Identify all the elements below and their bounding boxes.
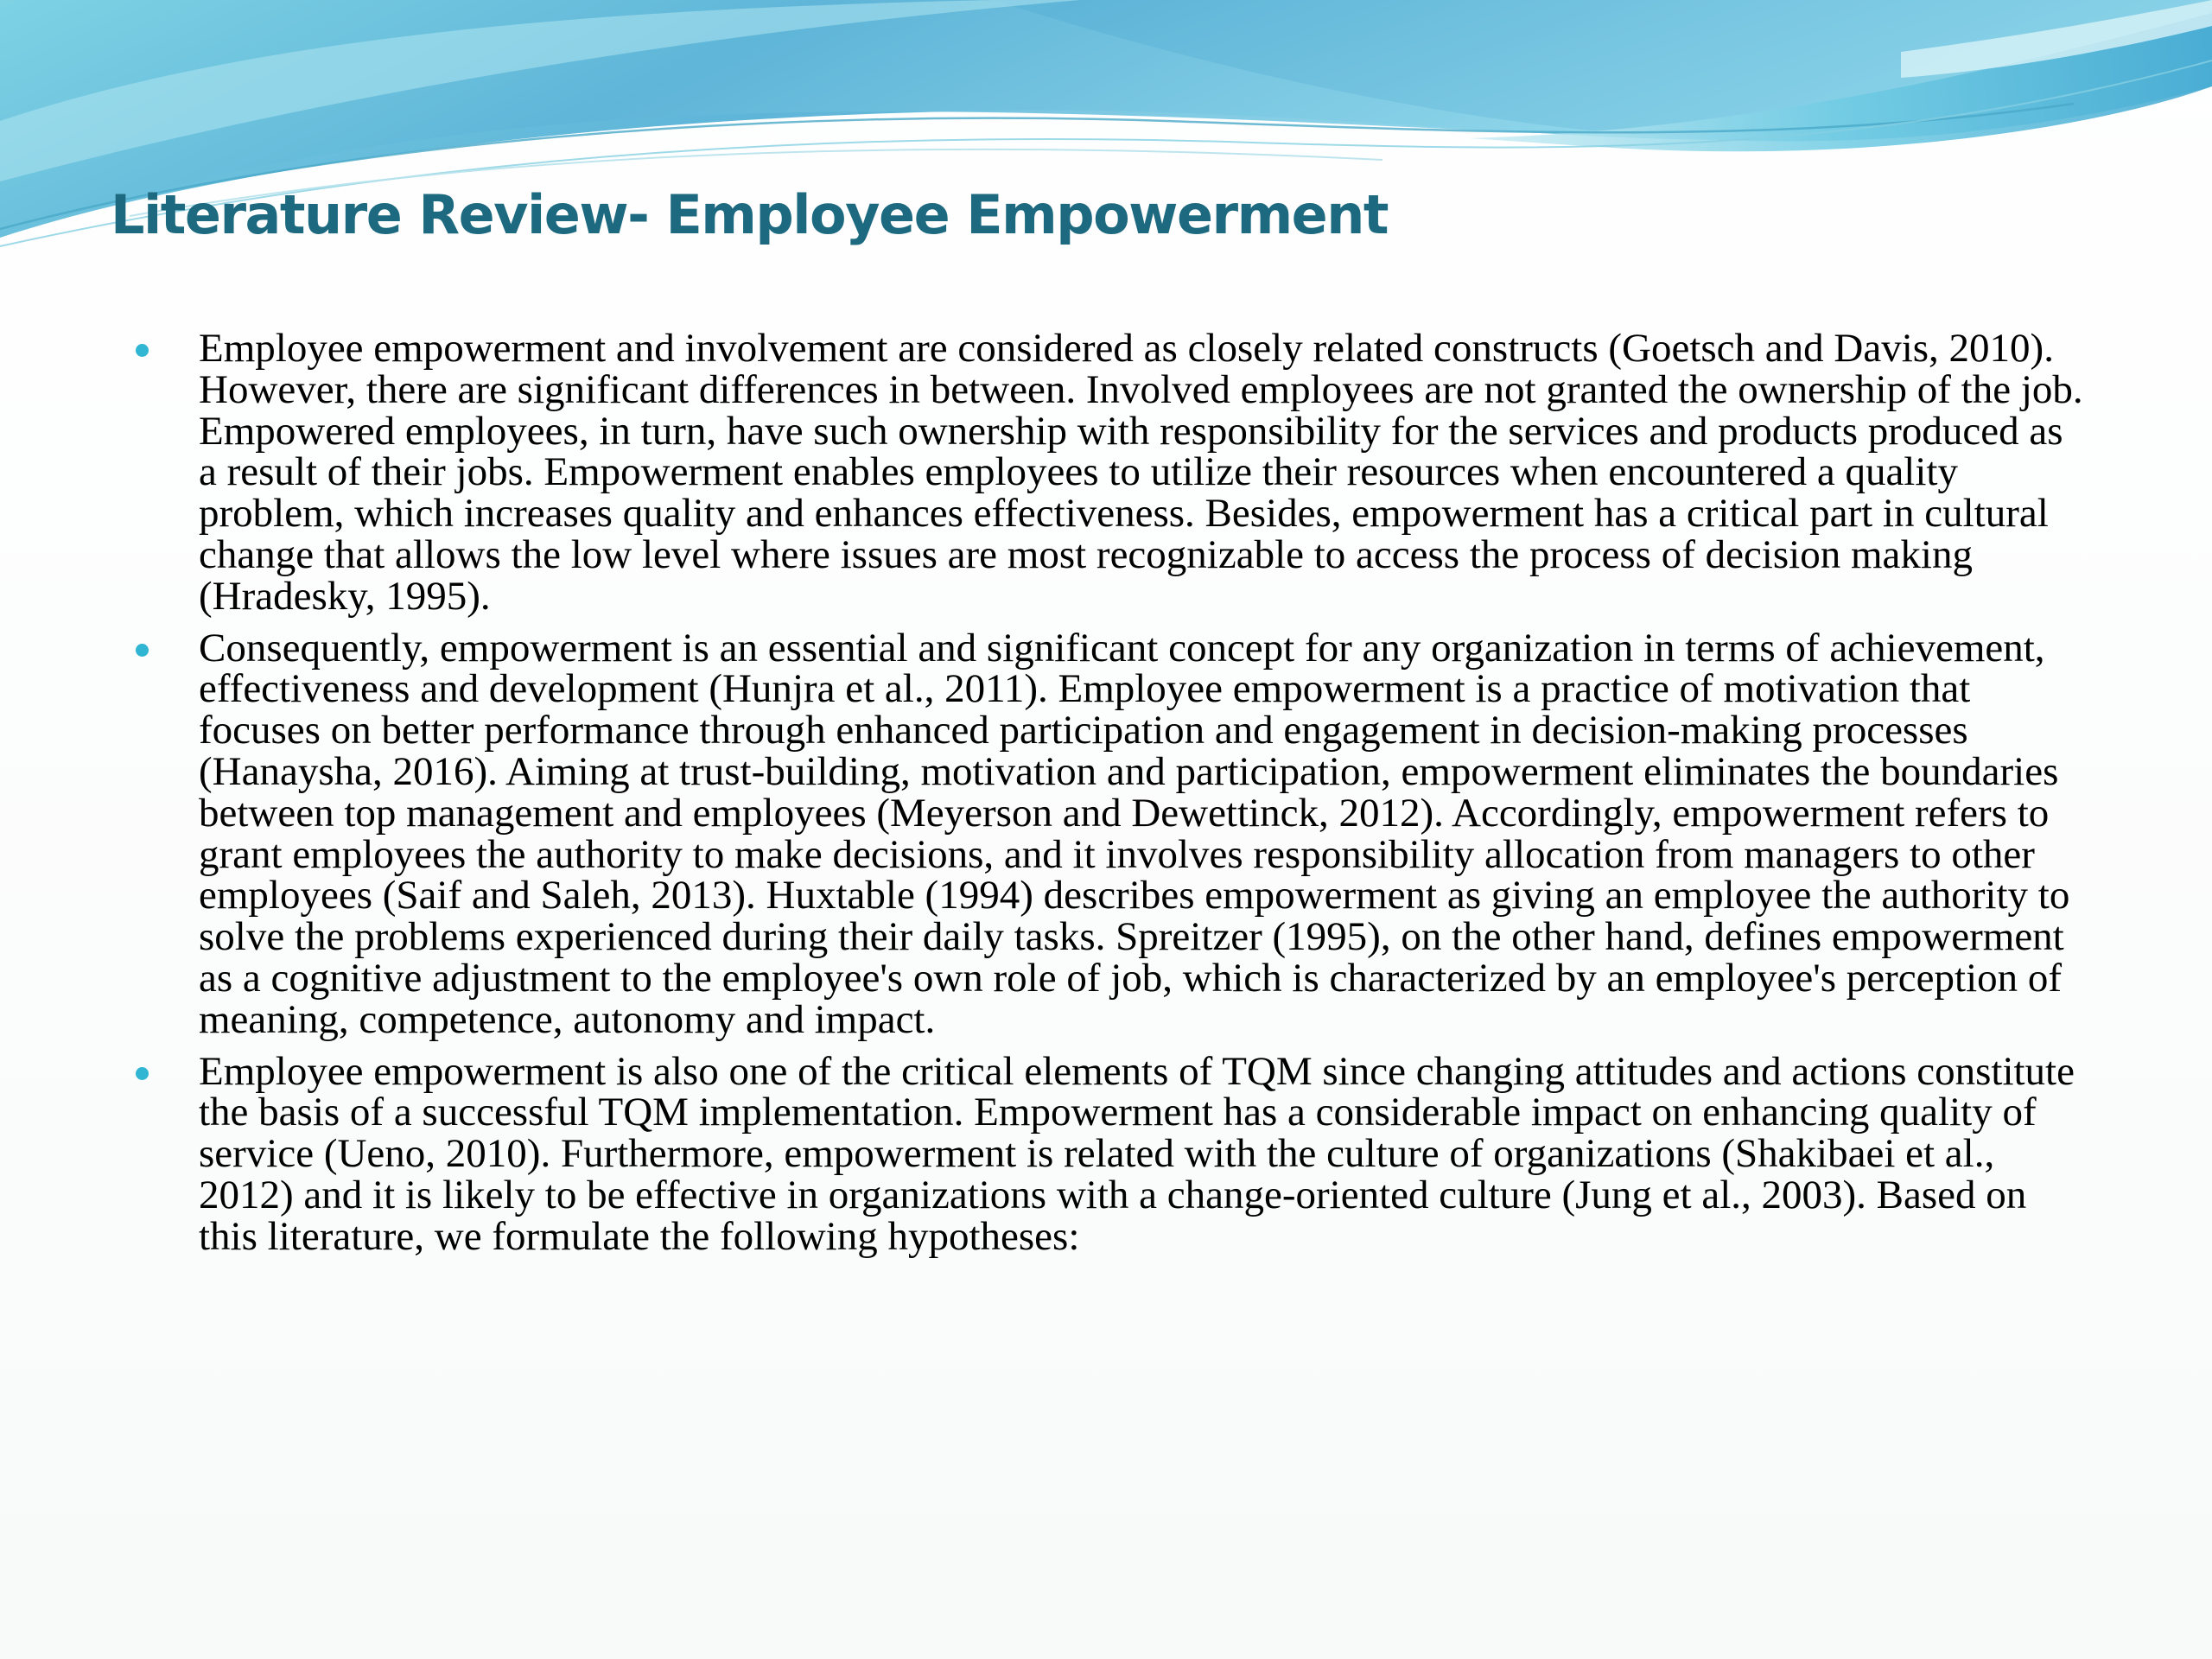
bullet-dot-icon <box>136 344 149 357</box>
bullet-dot-icon <box>136 1067 149 1080</box>
bullet-list <box>199 328 2087 1268</box>
bullet-text: Employee empowerment is also one of the critical elements of TQM since changing attitudes and actions constitute the basis of a successful TQM implementation. Empowerment has a considerable impact on enhancing quality of service (Ueno, 2010). Furthermore, empowerment is related with the culture of organizations (Shakibaei et al., 2012) and it is likely to be effective in organizations with a change-oriented culture (Jung et al., 2003). Based on this literature, we formulate the following hypotheses: <box>199 1048 2075 1259</box>
bullet-item <box>199 1048 2087 1259</box>
bullet-item <box>199 625 2087 1042</box>
bullet-text: Employee empowerment and involvement are considered as closely related constructs (Goetsch and Davis, 2010). However, there are significant differences in between. Involved employees are not granted the ownership of the job. Empowered employees, in turn, have such ownership with responsibility for the services and products produced as a result of their jobs. Empowerment enables employees to utilize their resources when encountered a quality problem, which increases quality and enhances effectiveness. Besides, empowerment has a critical part in cultural change that allows the low level where issues are most recognizable to access the process of decision making (Hradesky, 1995). <box>199 326 2083 619</box>
slide-title: Literature Review- Employee Empowerment <box>111 183 1388 246</box>
bullet-dot-icon <box>136 644 149 657</box>
bullet-text: Consequently, empowerment is an essential and significant concept for any organization in terms of achievement, effectiveness and development (Hunjra et al., 2011). Employee empowerment is a practice of motivation that focuses on better performance through enhanced participation and engagement in decision-making processes (Hanaysha, 2016). Aiming at trust-building, motivation and participation, empowerment eliminates the boundaries between top management and employees (Meyerson and Dewettinck, 2012). Accordingly, empowerment refers to grant employees the authority to make decisions, and it involves responsibility allocation from managers to other employees (Saif and Saleh, 2013). Huxtable (1994) describes empowerment as giving an employee the authority to solve the problems experienced during their daily tasks. Spreitzer (1995), on the other hand, defines empowerment as a cognitive adjustment to the employee's own role of job, which is characterized by an employee's perception of meaning, competence, autonomy and impact. <box>199 625 2070 1042</box>
bullet-item <box>199 328 2087 618</box>
